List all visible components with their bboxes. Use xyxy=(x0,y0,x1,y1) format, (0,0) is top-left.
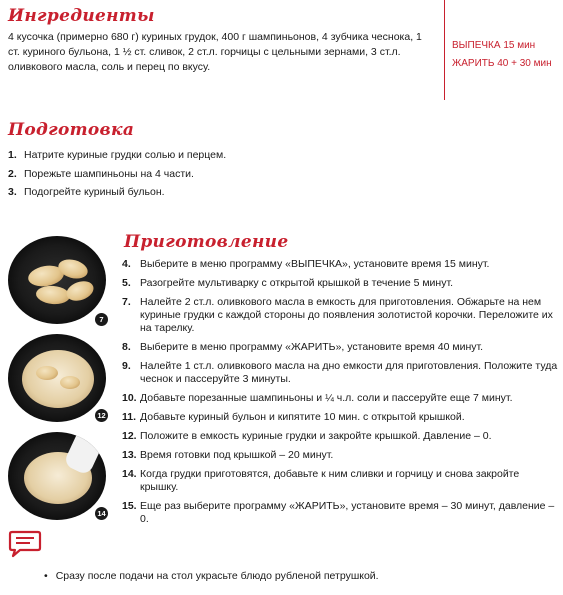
mushroom-piece xyxy=(60,376,80,389)
ingredients-heading: Ингредиенты xyxy=(8,6,155,26)
step-text: Добавьте порезанные шампиньоны и ¼ ч.л. соли и пассеруйте еще 7 минут. xyxy=(140,392,513,404)
photo-badge: 7 xyxy=(94,312,109,327)
speech-bubble-icon xyxy=(8,528,42,558)
photo-step-12 xyxy=(8,334,106,422)
step-number: 13. xyxy=(122,449,137,461)
photo-step-7 xyxy=(8,236,106,324)
list-item xyxy=(122,296,558,335)
mushroom-sauce xyxy=(22,350,94,408)
step-text: Разогрейте мультиварку с открытой крышкой в течение 5 минут. xyxy=(140,277,454,289)
divider-line xyxy=(444,0,445,100)
preparation-heading: Подготовка xyxy=(8,120,135,140)
list-item xyxy=(122,411,558,424)
tip-label: Сразу после подачи на стол украсьте блюдо рубленой петрушкой. xyxy=(55,570,379,582)
step-text: Выберите в меню программу «ВЫПЕЧКА», установите время 15 минут. xyxy=(140,258,490,270)
step-number: 7. xyxy=(122,296,131,308)
step-number: 10. xyxy=(122,392,137,404)
step-text: Еще раз выберите программу «ЖАРИТЬ», установите время – 30 минут, давление – 0. xyxy=(140,500,555,525)
photo-step-14 xyxy=(8,432,106,520)
list-item xyxy=(122,392,558,405)
step-number: 14. xyxy=(122,468,137,480)
step-text: Налейте 2 ст.л. оливкового масла в емкость для приготовления. Обжарьте на нем куриные грудки с каждой стороны до появления золотистой корочки. Переложите их на тарелку. xyxy=(140,296,553,334)
photo-badge: 12 xyxy=(94,408,109,423)
preparation-list xyxy=(8,146,428,202)
step-number: 3. xyxy=(8,186,17,198)
step-number: 15. xyxy=(122,500,137,512)
bullet: • xyxy=(44,570,48,582)
cooking-heading: Приготовление xyxy=(124,232,289,252)
step-number: 12. xyxy=(122,430,137,442)
step-number: 9. xyxy=(122,360,131,372)
step-text: Добавьте куриный бульон и кипятите 10 мин. с открытой крышкой. xyxy=(140,411,465,423)
step-text: Положите в емкость куриные грудки и закройте крышкой. Давление – 0. xyxy=(140,430,492,442)
step-text: Налейте 1 ст.л. оливкового масла на дно емкости для приготовления. Положите туда чеснок и пассеруйте 3 минуты. xyxy=(140,360,558,385)
step-text: Подогрейте куриный бульон. xyxy=(24,186,165,198)
mushroom-piece xyxy=(36,366,58,380)
photo-badge: 14 xyxy=(94,506,109,521)
list-item xyxy=(8,183,428,202)
step-number: 11. xyxy=(122,411,137,423)
step-text: Время готовки под крышкой – 20 минут. xyxy=(140,449,334,461)
list-item xyxy=(122,468,558,494)
step-number: 8. xyxy=(122,341,131,353)
timing-fry: ЖАРИТЬ 40 + 30 мин xyxy=(452,58,552,69)
tip-text xyxy=(44,570,379,582)
list-item xyxy=(122,258,558,271)
step-number: 4. xyxy=(122,258,131,270)
list-item xyxy=(122,449,558,462)
step-text: Когда грудки приготовятся, добавьте к ним сливки и горчицу и снова закройте крышку. xyxy=(140,468,520,493)
chicken-piece xyxy=(64,278,96,304)
list-item xyxy=(8,146,428,165)
step-number: 2. xyxy=(8,167,17,180)
list-item xyxy=(122,430,558,443)
list-item xyxy=(122,360,558,386)
step-number: 5. xyxy=(122,277,131,289)
step-text: Выберите в меню программу «ЖАРИТЬ», установите время 40 минут. xyxy=(140,341,484,353)
list-item xyxy=(8,165,428,184)
step-number: 1. xyxy=(8,149,17,161)
chicken-piece xyxy=(35,285,70,306)
timing-bake: ВЫПЕЧКА 15 мин xyxy=(452,40,536,51)
cooking-list xyxy=(122,258,558,532)
step-text: Натрите куриные грудки солью и перцем. xyxy=(24,149,227,161)
list-item xyxy=(122,341,558,354)
list-item xyxy=(122,277,558,290)
ingredients-text: 4 кусочка (примерно 680 г) куриных грудок, 400 г шампиньонов, 4 зубчика чеснока, 1 ст. куриного бульона, 1 ½ ст. сливок, 2 ст.л. горчицы с цельными зернами, 3 ст.л. оливкового масла, соль и перец по вкусу. xyxy=(8,31,422,73)
step-text: Порежьте шампиньоны на 4 части. xyxy=(24,167,194,180)
list-item xyxy=(122,500,558,526)
